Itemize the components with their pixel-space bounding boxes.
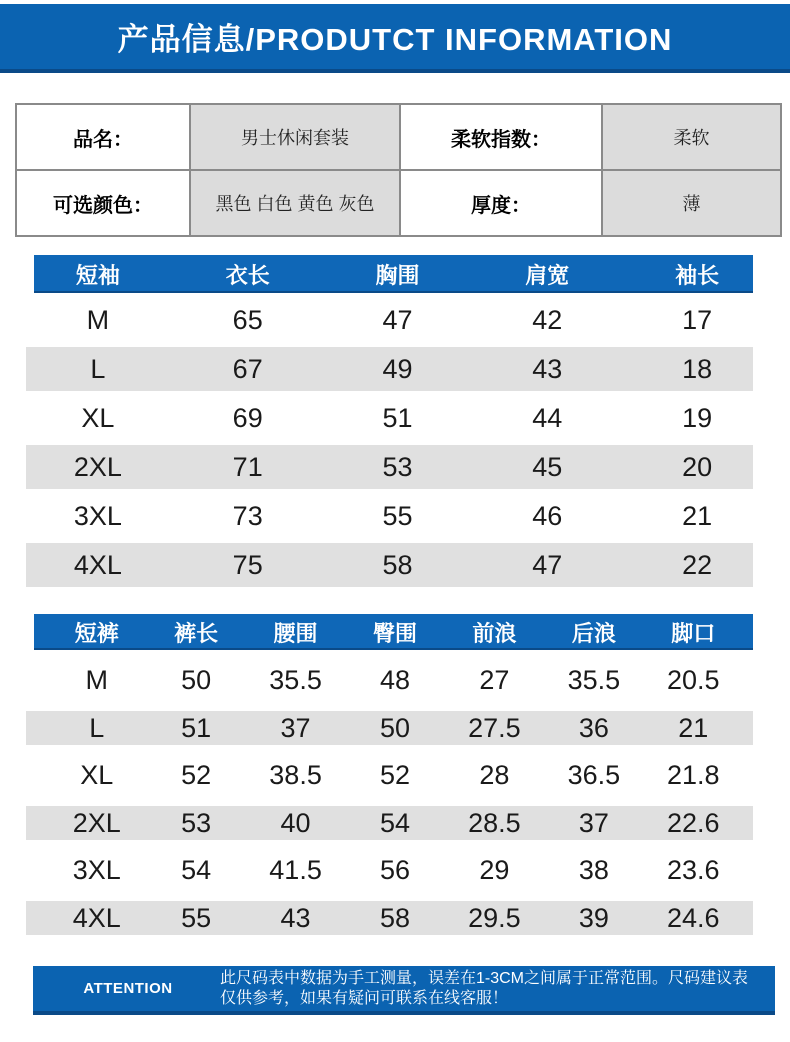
cell-length: 55 — [181, 902, 212, 933]
attr-value-colors: 黑色 白色 黄色 灰色 — [190, 170, 400, 236]
attr-value-name: 男士休闲套装 — [190, 104, 400, 170]
cell-front-rise: 28 — [479, 760, 510, 790]
shorts-header-back-rise: 后浪 — [571, 620, 616, 646]
cell-leg-opening: 21.8 — [667, 760, 720, 790]
cell-front-rise: 29 — [479, 855, 510, 885]
cell-size: XL — [81, 402, 115, 433]
shorts-row-3xl — [47, 840, 743, 901]
cell-size: 4XL — [72, 902, 121, 933]
shorts-table-header-row — [47, 614, 743, 650]
attention-text — [220, 969, 775, 1009]
cell-hip: 54 — [379, 807, 411, 838]
cell-length: 52 — [181, 760, 212, 790]
cell-back-rise: 36 — [578, 712, 609, 743]
cell-back-rise: 38 — [578, 855, 609, 885]
shorts-header-leg-opening: 脚口 — [671, 620, 716, 646]
cell-waist: 38.5 — [269, 760, 322, 790]
cell-chest: 55 — [382, 500, 413, 531]
cell-length: 51 — [181, 712, 212, 743]
cell-chest: 53 — [382, 451, 413, 482]
cell-shoulder: 42 — [532, 304, 563, 335]
shirt-header-length: 衣长 — [225, 262, 270, 288]
cell-chest: 58 — [382, 549, 413, 580]
shorts-header-length: 裤长 — [174, 620, 219, 646]
shirt-row-4xl — [23, 543, 772, 587]
shorts-row-l — [47, 711, 743, 745]
cell-waist: 40 — [280, 807, 311, 838]
cell-chest: 49 — [382, 353, 413, 384]
attention-text-line1: 此尺码表中数据为手工测量，误差在1-3CM之间属于正常范围。尺码建议表 — [220, 970, 749, 987]
attention-label: ATTENTION — [83, 980, 173, 997]
attr-label-name: 品名： — [16, 104, 190, 170]
cell-length: 69 — [232, 402, 263, 433]
cell-size: 3XL — [72, 855, 121, 885]
cell-waist: 41.5 — [269, 855, 322, 885]
shorts-row-xl — [47, 745, 743, 806]
cell-leg-opening: 21 — [678, 712, 709, 743]
shorts-header-size: 短裤 — [74, 620, 119, 646]
cell-sleeve: 19 — [682, 402, 713, 433]
attr-value-thickness: 薄 — [602, 170, 781, 236]
cell-sleeve: 20 — [682, 451, 713, 482]
cell-shoulder: 43 — [532, 353, 563, 384]
cell-sleeve: 17 — [682, 304, 713, 335]
shirt-row-l — [23, 347, 772, 391]
cell-waist: 37 — [280, 712, 311, 743]
shirt-header-chest: 胸围 — [375, 262, 420, 288]
cell-back-rise: 35.5 — [567, 665, 621, 695]
shorts-header-hip: 臀围 — [372, 620, 417, 646]
cell-sleeve: 18 — [682, 353, 713, 384]
attr-row — [16, 170, 781, 236]
cell-shoulder: 45 — [532, 451, 563, 482]
cell-hip: 58 — [379, 902, 411, 933]
cell-front-rise: 28.5 — [468, 807, 521, 838]
shorts-row-2xl — [47, 806, 743, 840]
cell-chest: 51 — [382, 402, 413, 433]
cell-size: 4XL — [73, 549, 122, 580]
attr-row — [16, 104, 781, 170]
cell-length: 71 — [232, 451, 263, 482]
shirt-row-2xl — [23, 445, 772, 489]
cell-size: M — [85, 665, 108, 695]
cell-leg-opening: 24.6 — [667, 902, 720, 933]
shorts-header-front-rise: 前浪 — [472, 620, 517, 646]
cell-back-rise: 36.5 — [567, 760, 621, 790]
cell-shoulder: 44 — [532, 402, 563, 433]
shorts-row-4xl — [47, 901, 743, 935]
attr-label-colors: 可选颜色： — [16, 170, 190, 236]
cell-back-rise: 39 — [578, 902, 609, 933]
cell-front-rise: 27.5 — [468, 712, 521, 743]
attr-label-softness: 柔软指数： — [400, 104, 602, 170]
cell-size: XL — [80, 760, 114, 790]
cell-size: L — [90, 353, 106, 384]
cell-size: 2XL — [72, 807, 121, 838]
cell-length: 75 — [232, 549, 263, 580]
cell-size: 2XL — [73, 451, 122, 482]
cell-shoulder: 46 — [532, 500, 563, 531]
cell-front-rise: 27 — [479, 665, 510, 695]
cell-length: 65 — [232, 304, 263, 335]
cell-size: M — [86, 304, 110, 335]
cell-length: 67 — [232, 353, 263, 384]
cell-front-rise: 29.5 — [468, 902, 521, 933]
cell-length: 53 — [181, 807, 212, 838]
page-title: 产品信息/PRODUTCT INFORMATION — [117, 22, 673, 57]
cell-leg-opening: 20.5 — [667, 665, 720, 695]
attr-label-thickness: 厚度： — [400, 170, 602, 236]
page-banner — [0, 4, 790, 73]
attr-value-softness: 柔软 — [602, 104, 781, 170]
cell-length: 73 — [232, 500, 263, 531]
attention-text-line2: 仅供参考，如果有疑问可联系在线客服！ — [220, 990, 509, 1007]
cell-length: 54 — [181, 855, 212, 885]
shorts-header-waist: 腰围 — [273, 620, 318, 646]
product-attributes-table — [15, 103, 782, 237]
shirt-table-header-row — [23, 255, 772, 293]
cell-chest: 47 — [382, 304, 413, 335]
shirt-header-sleeve: 袖长 — [675, 262, 720, 288]
cell-hip: 52 — [379, 760, 411, 790]
shirt-row-m — [23, 293, 772, 347]
cell-size: 3XL — [73, 500, 122, 531]
cell-back-rise: 37 — [578, 807, 609, 838]
cell-sleeve: 21 — [682, 500, 713, 531]
cell-sleeve: 22 — [682, 549, 713, 580]
cell-hip: 48 — [379, 665, 411, 695]
attention-bar — [33, 966, 775, 1015]
shorts-row-m — [47, 650, 743, 711]
shirt-header-shoulder: 肩宽 — [525, 262, 570, 288]
shirt-row-3xl — [23, 489, 772, 543]
cell-shoulder: 47 — [532, 549, 563, 580]
shirt-row-xl — [23, 391, 772, 445]
cell-leg-opening: 23.6 — [667, 855, 720, 885]
shirt-header-size: 短袖 — [75, 262, 120, 288]
cell-waist: 35.5 — [269, 665, 322, 695]
cell-length: 50 — [181, 665, 212, 695]
cell-waist: 43 — [280, 902, 311, 933]
cell-leg-opening: 22.6 — [667, 807, 720, 838]
cell-hip: 50 — [379, 712, 411, 743]
cell-size: L — [89, 712, 105, 743]
cell-hip: 56 — [379, 855, 411, 885]
